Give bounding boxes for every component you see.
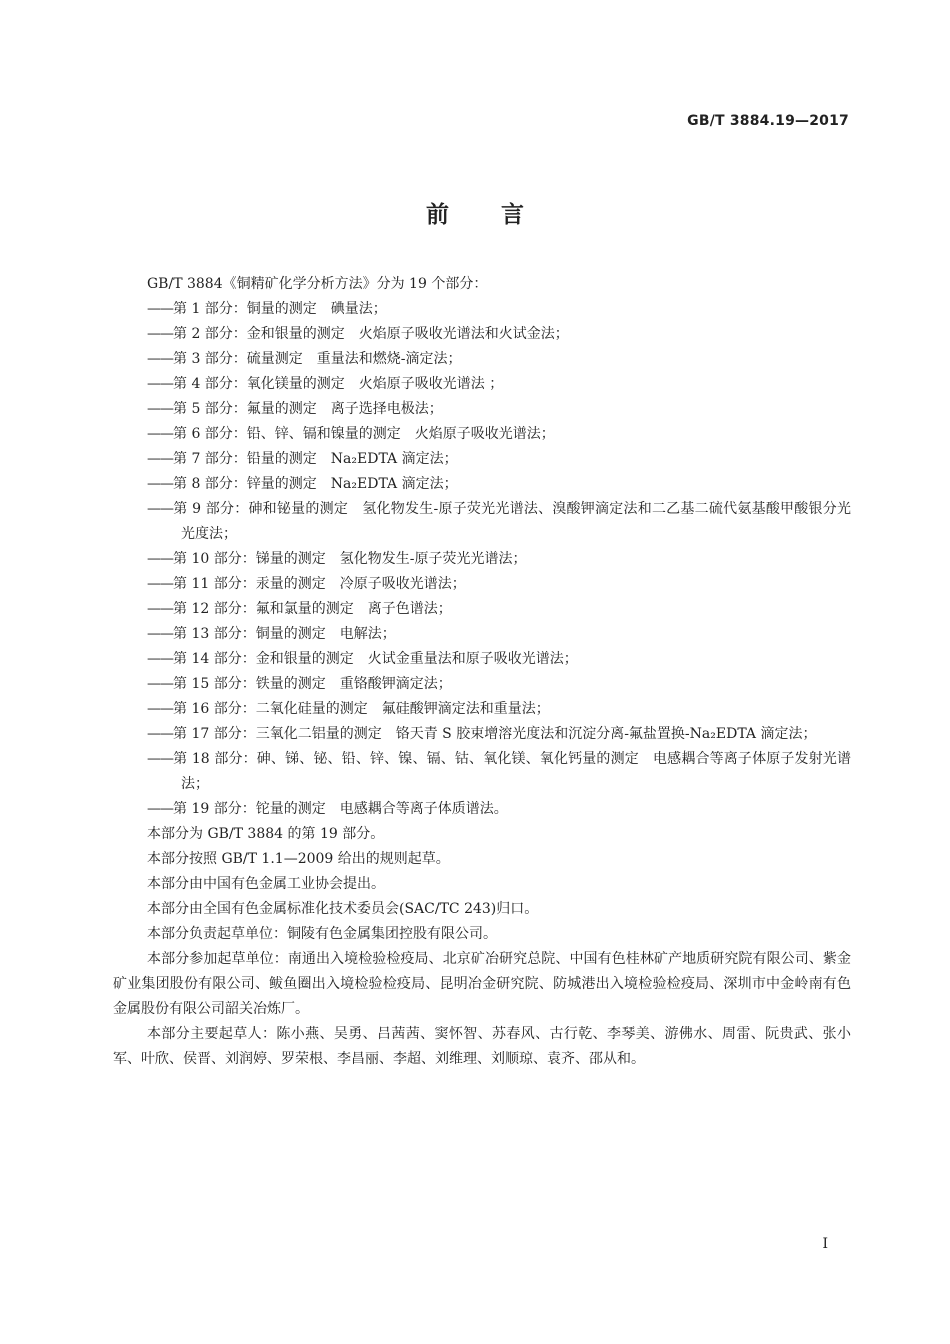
list-item: ——第 9 部分：砷和铋量的测定 氢化物发生-原子荧光光谱法、溴酸钾滴定法和二乙基二硫代氨基酸甲酸银分光光度法；: [147, 501, 851, 542]
list-item: ——第 3 部分：硫量测定 重量法和燃烧-滴定法；: [147, 351, 462, 367]
list-item: ——第 7 部分：铅量的测定 Na₂EDTA 滴定法；: [147, 451, 458, 467]
paragraph: 本部分按照 GB/T 1.1—2009 给出的规则起草。: [147, 851, 450, 867]
list-item: ——第 13 部分：铜量的测定 电解法；: [147, 626, 396, 642]
page-number: I: [822, 1236, 828, 1252]
paragraph: 本部分由全国有色金属标准化技术委员会(SAC/TC 243)归口。: [147, 901, 539, 917]
paragraph: 本部分由中国有色金属工业协会提出。: [147, 876, 385, 892]
paragraph: 本部分主要起草人：陈小燕、吴勇、吕茜茜、窦怀智、苏春风、古行乾、李琴美、游佛水、周雷、阮贵武、张小军、叶欣、侯晋、刘润婷、罗荣根、李昌丽、李超、刘维理、刘顺琼、袁齐、邵从和。: [113, 1026, 851, 1067]
foreword-body: [113, 272, 851, 1072]
list-item: ——第 6 部分：铅、锌、镉和镍量的测定 火焰原子吸收光谱法；: [147, 426, 555, 442]
list-item: ——第 10 部分：锑量的测定 氢化物发生-原子荧光光谱法；: [147, 551, 527, 567]
paragraph: 本部分负责起草单位：铜陵有色金属集团控股有限公司。: [147, 926, 497, 942]
list-item: ——第 18 部分：砷、锑、铋、铅、锌、镍、镉、钴、氧化镁、氧化钙量的测定 电感耦合等离子体原子发射光谱法；: [147, 751, 851, 792]
list-item: ——第 16 部分：二氧化硅量的测定 氟硅酸钾滴定法和重量法；: [147, 701, 550, 717]
list-item: ——第 5 部分：氟量的测定 离子选择电极法；: [147, 401, 443, 417]
list-item: ——第 17 部分：三氧化二铝量的测定 铬天青 S 胶束增溶光度法和沉淀分离-氟盐置换-Na₂EDTA 滴定法；: [147, 726, 817, 742]
paragraph: 本部分参加起草单位：南通出入境检验检疫局、北京矿冶研究总院、中国有色桂林矿产地质研究院有限公司、紫金矿业集团股份有限公司、鲅鱼圈出入境检验检疫局、昆明冶金研究院、防城港出入境检验检疫局、深圳市中金岭南有色金属股份有限公司韶关冶炼厂。: [113, 951, 851, 1017]
page-title: 前言: [426, 202, 576, 228]
standard-number: GB/T 3884.19—2017: [687, 113, 849, 129]
list-item: ——第 4 部分：氧化镁量的测定 火焰原子吸收光谱法 ；: [147, 376, 504, 392]
intro-line: GB/T 3884《铜精矿化学分析方法》分为 19 个部分：: [147, 276, 488, 292]
list-item: ——第 2 部分：金和银量的测定 火焰原子吸收光谱法和火试金法；: [147, 326, 569, 342]
list-item: ——第 1 部分：铜量的测定 碘量法；: [147, 301, 387, 317]
list-item: ——第 11 部分：汞量的测定 冷原子吸收光谱法；: [147, 576, 466, 592]
paragraph: 本部分为 GB/T 3884 的第 19 部分。: [147, 826, 385, 842]
list-item: ——第 8 部分：锌量的测定 Na₂EDTA 滴定法；: [147, 476, 458, 492]
list-item: ——第 15 部分：铁量的测定 重铬酸钾滴定法；: [147, 676, 452, 692]
list-item: ——第 19 部分：铊量的测定 电感耦合等离子体质谱法。: [147, 801, 508, 817]
list-item: ——第 12 部分：氟和氯量的测定 离子色谱法；: [147, 601, 452, 617]
list-item: ——第 14 部分：金和银量的测定 火试金重量法和原子吸收光谱法；: [147, 651, 578, 667]
